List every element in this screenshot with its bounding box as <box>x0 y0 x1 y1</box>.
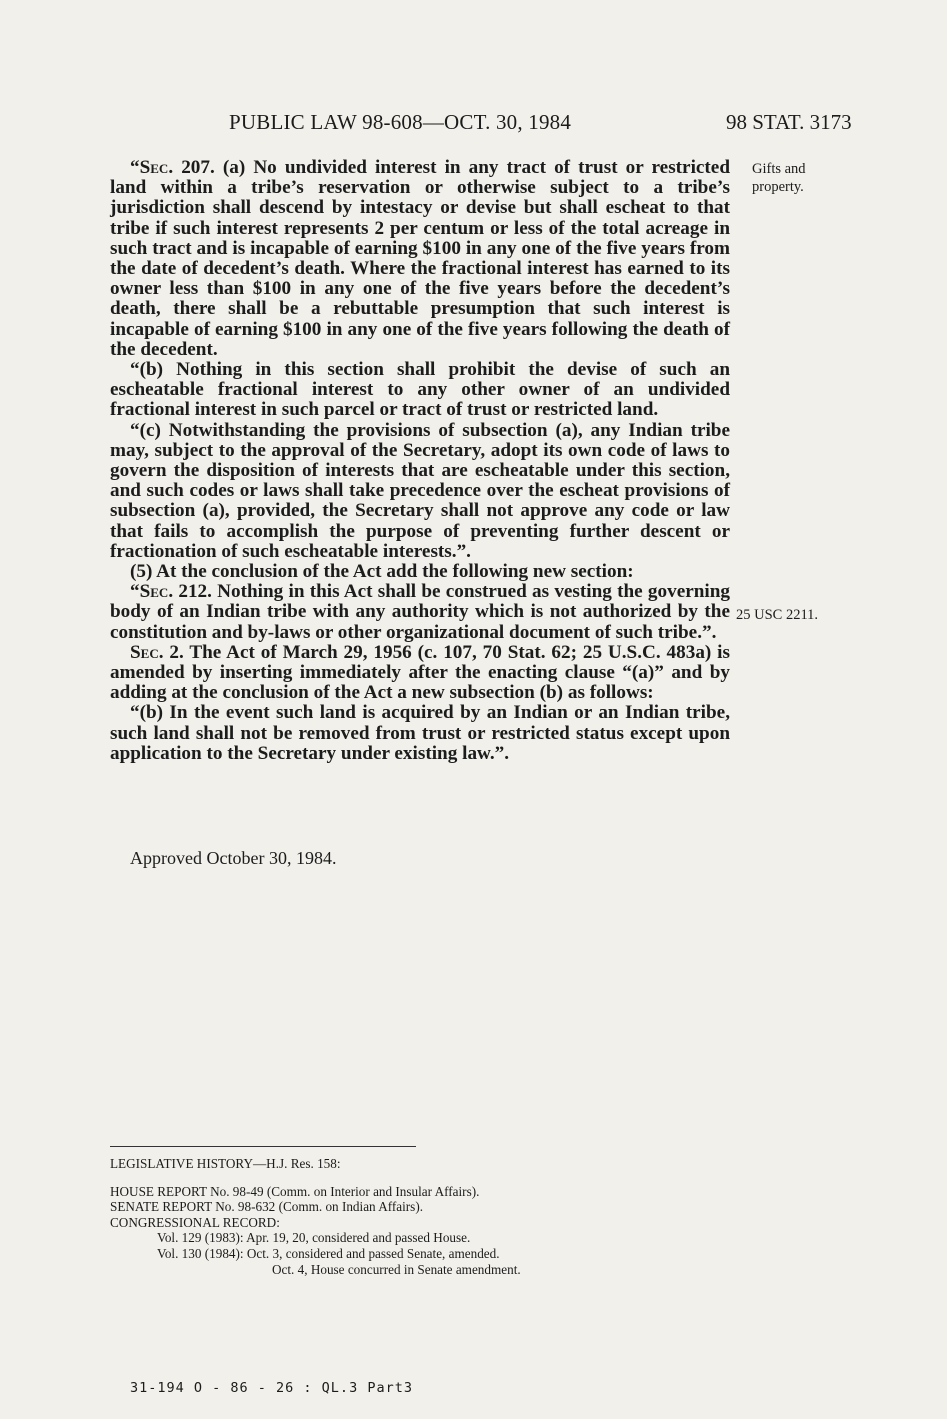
margin-note-usc: 25 USC 2211. <box>736 607 819 623</box>
margin-note-gifts-line2: property. <box>752 179 804 195</box>
record-vol-129: Vol. 129 (1983): Apr. 19, 20, considered and passed House. <box>157 1230 471 1246</box>
margin-note-gifts-line1: Gifts and <box>752 161 806 177</box>
house-report: HOUSE REPORT No. 98-49 (Comm. on Interior and Insular Affairs). <box>110 1183 480 1199</box>
statute-body <box>110 158 730 764</box>
legislative-history-heading: LEGISLATIVE HISTORY—H.J. Res. 158: <box>110 1156 341 1171</box>
record-vol-130-oct4: Oct. 4, House concurred in Senate amendment. <box>272 1261 521 1277</box>
paragraph-item-5: (5) At the conclusion of the Act add the following new section: <box>130 561 634 583</box>
page-header-stat: 98 STAT. 3173 <box>726 110 852 134</box>
congressional-record: CONGRESSIONAL RECORD: <box>110 1214 280 1230</box>
print-footer: 31-194 O - 86 - 26 : QL.3 Part3 <box>130 1380 413 1396</box>
page-header-title: PUBLIC LAW 98-608—OCT. 30, 1984 <box>229 110 572 134</box>
paragraph-sec-207c: “(c) Notwithstanding the provisions of subsection (a), any Indian tribe may, subject to the approval of the Secretary, adopt its own code of laws to govern the disposition of interests that are escheatable under this section, and such codes or laws shall take precedence over the escheat provisions of subsection (a), provided, the Secretary shall not approve any code or law that fails to accomplish the purpose of preventing further descent or fractionation of such escheatable interests.”. <box>110 419 730 562</box>
legislative-history <box>110 1156 710 1277</box>
paragraph-sec-2b: “(b) In the event such land is acquired by an Indian or an Indian tribe, such land shall not be removed from trust or restricted status except upon application to the Secretary under existing law.”. <box>110 702 730 764</box>
paragraph-sec-207a: “Sec. 207. (a) No undivided interest in any tract of trust or restricted land within a tribe’s reservation or otherwise subject to a tribe’s jurisdiction shall descend by intestacy or devise but shall escheat to that tribe if such interest represents 2 per centum or less of the total acreage in such tract and is incapable of earning $100 in any one of the five years from the date of decedent’s death. Where the fractional interest has earned to its owner less than $100 in any one of the five years before the decedent’s death, there shall be a rebuttable presumption that such interest is incapable of earning $100 in any one of the five years following the death of the decedent. <box>110 157 730 360</box>
paragraph-sec-207b: “(b) Nothing in this section shall prohibit the devise of such an escheatable fractional interest to any other owner of an undivided fractional interest in such parcel or tract of trust or restricted land. <box>110 359 730 421</box>
paragraph-sec-2: Sec. 2. The Act of March 29, 1956 (c. 107, 70 Stat. 62; 25 U.S.C. 483a) is amended by inserting immediately after the enacting clause “(a)” and by adding at the conclusion of the Act a new subsection (b) as follows: <box>110 641 730 704</box>
paragraph-sec-212: “Sec. 212. Nothing in this Act shall be construed as vesting the governing body of an Indian tribe with any authority which is not authorized by the constitution and by-laws or other organizational document of such tribe.”. <box>110 581 730 643</box>
record-vol-130: Vol. 130 (1984): Oct. 3, considered and passed Senate, amended. <box>157 1245 500 1261</box>
senate-report: SENATE REPORT No. 98-632 (Comm. on Indian Affairs). <box>110 1199 424 1215</box>
margin-note-gifts <box>752 160 806 196</box>
divider <box>110 1146 416 1147</box>
approval-date: Approved October 30, 1984. <box>130 848 337 868</box>
